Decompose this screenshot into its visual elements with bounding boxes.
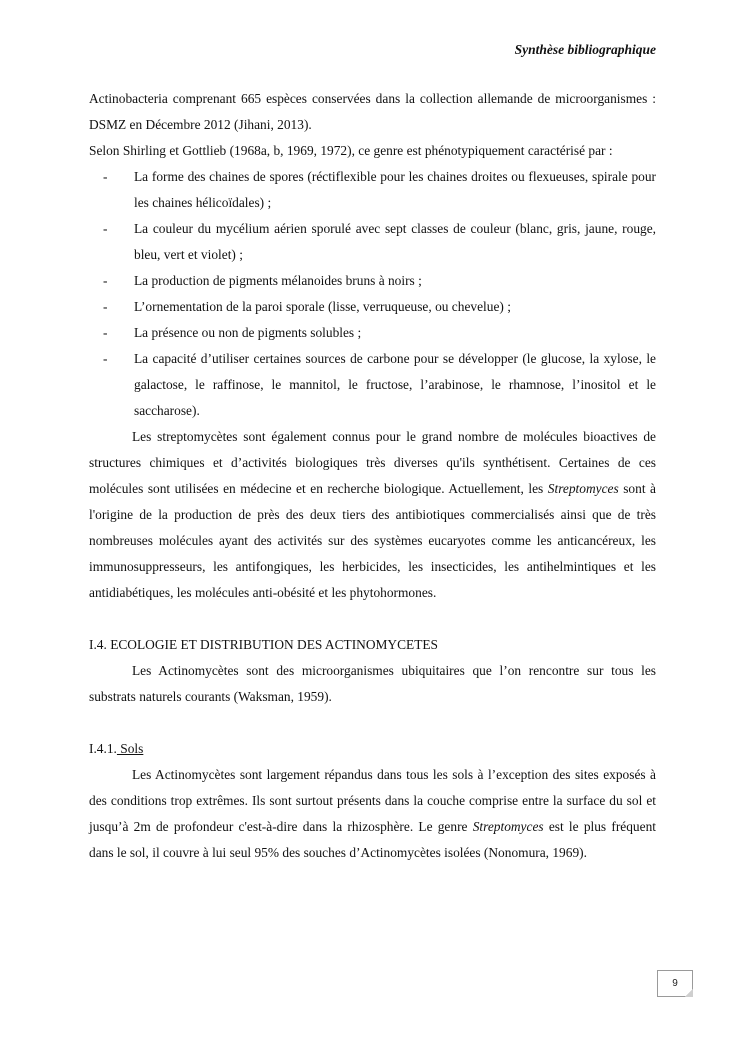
list-item bbox=[89, 320, 656, 346]
list-item-text: La forme des chaines de spores (réctiflexible pour les chaines droites ou flexueuses, spirale pour les chaines hélicoïdales) ; bbox=[134, 169, 656, 210]
list-item-text: La présence ou non de pigments solubles ; bbox=[134, 325, 362, 340]
page-number: 9 bbox=[657, 970, 693, 997]
running-header: Synthèse bibliographique bbox=[514, 42, 656, 57]
list-item bbox=[89, 268, 656, 294]
bullet-dash: - bbox=[103, 351, 108, 366]
subsection-heading bbox=[89, 736, 656, 762]
genus-name-italic: Streptomyces bbox=[472, 819, 544, 834]
paragraph-actinobacteria: Actinobacteria comprenant 665 espèces conservées dans la collection allemande de microorganismes : DSMZ en Décembre 2012 (Jihani, 2013). bbox=[89, 91, 656, 132]
paragraph-text: Les streptomycètes sont également connus pour le grand nombre de molécules bioactives de structures chimiques et d’activités biologiques très diverses qu'ils synthétisent. Certaines de ces molécules sont utilisées en médecine et en recherche biologique. Actuellement, les bbox=[89, 429, 656, 496]
bullet-dash: - bbox=[103, 325, 108, 340]
paragraph-ubiquitous: Les Actinomycètes sont des microorganismes ubiquitaires que l’on rencontre sur tous les substrats naturels courants (Waksman, 1959). bbox=[89, 663, 656, 704]
list-item-text: L’ornementation de la paroi sporale (lisse, verruqueuse, ou chevelue) ; bbox=[134, 299, 511, 314]
list-item-text: La couleur du mycélium aérien sporulé avec sept classes de couleur (blanc, gris, jaune, rouge, bleu, vert et violet) ; bbox=[134, 221, 656, 262]
bullet-dash: - bbox=[103, 169, 108, 184]
section-heading: I.4. ECOLOGIE ET DISTRIBUTION DES ACTINOMYCETES bbox=[89, 637, 439, 652]
list-item bbox=[89, 294, 656, 320]
bullet-dash: - bbox=[103, 273, 108, 288]
paragraph-text: sont à l'origine de la production de près des deux tiers des antibiotiques commercialisés ainsi que de très nombreuses molécules ayant des activités sur des systèmes eucaryotes comme les anticancéreux, les immunosuppresseurs, les antifongiques, les herbicides, les insecticides, les antihelmintiques et les antidiabétiques, les molécules anti-obésité et les phytohormones. bbox=[89, 481, 657, 600]
page-body bbox=[89, 86, 656, 866]
list-item bbox=[89, 164, 656, 216]
paragraph-streptomycetes bbox=[89, 424, 656, 606]
paragraph-soils bbox=[89, 762, 656, 866]
list-item bbox=[89, 346, 656, 424]
bullet-dash: - bbox=[103, 299, 108, 314]
paragraph-text: est le plus fréquent dans le sol, il couvre à lui seul 95% des souches d’Actinomycètes isolées (Nonomura, 1969). bbox=[89, 819, 656, 860]
paragraph-text: Les Actinomycètes sont largement répandus dans tous les sols à l’exception des sites exposés à des conditions trop extrêmes. Ils sont surtout présents dans la couche comprise entre la surface du sol et jusqu’à 2m de profondeur c'est-à-dire dans la rhizosphère. Le genre bbox=[89, 767, 656, 834]
paragraph-shirling-gottlieb: Selon Shirling et Gottlieb (1968a, b, 1969, 1972), ce genre est phénotypiquement caractérisé par : bbox=[89, 143, 613, 158]
list-item bbox=[89, 216, 656, 268]
subsection-title: Sols bbox=[116, 741, 144, 756]
bullet-dash: - bbox=[103, 221, 108, 236]
list-item-text: La capacité d’utiliser certaines sources de carbone pour se développer (le glucose, la xylose, le galactose, le raffinose, le mannitol, le fructose, l’arabinose, le rhamnose, l’inositol et le saccharose). bbox=[134, 351, 656, 418]
subsection-number: I.4.1. bbox=[89, 741, 117, 756]
list-item-text: La production de pigments mélanoides bruns à noirs ; bbox=[134, 273, 422, 288]
genus-name-italic: Streptomyces bbox=[547, 481, 619, 496]
characteristics-list bbox=[89, 164, 656, 424]
